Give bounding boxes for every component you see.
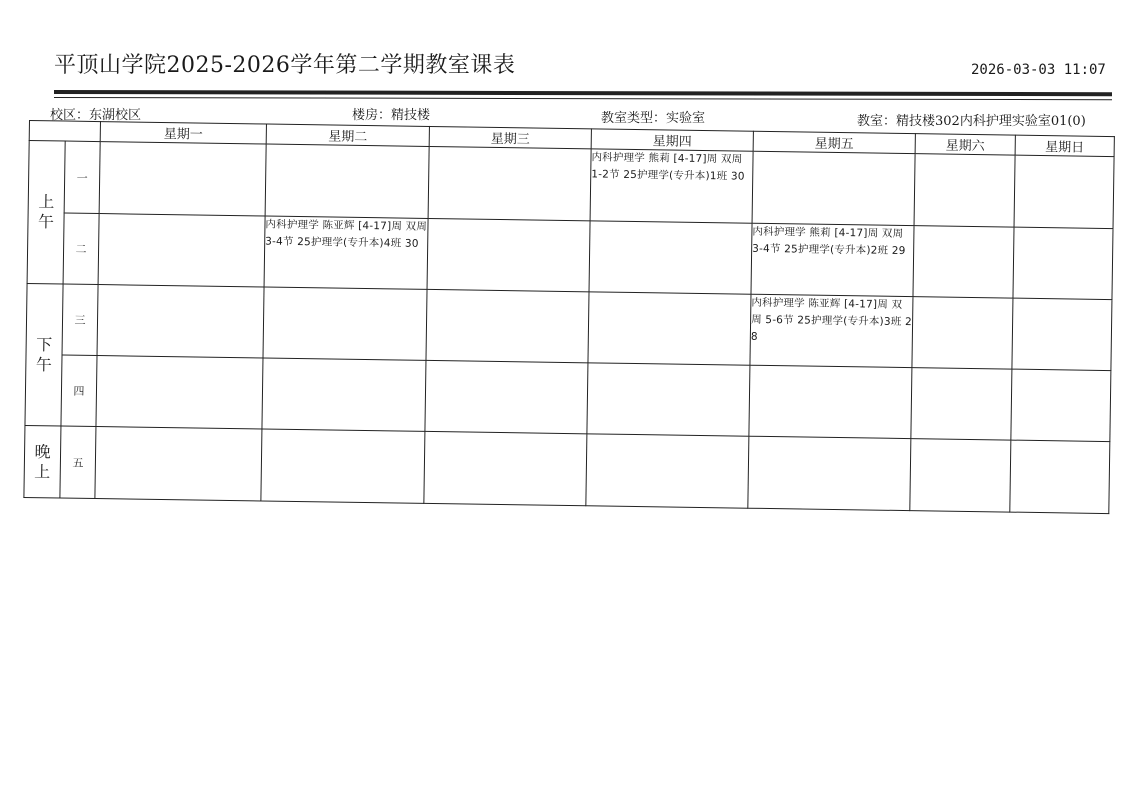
schedule-cell — [1011, 369, 1111, 441]
period-label-morning — [27, 141, 65, 285]
schedule-cell: 内科护理学 熊莉 [4-17]周 双周 3-4节 25护理学(专升本)2班 29 — [751, 223, 914, 296]
session-label: 三 — [62, 284, 98, 356]
corner-cell — [29, 121, 100, 142]
day-header: 星期一 — [100, 122, 266, 144]
schedule-cell — [265, 144, 429, 218]
period-label-text: 上 午 — [37, 192, 55, 232]
schedule-cell — [587, 363, 750, 436]
session-label: 五 — [60, 426, 96, 499]
schedule-cell — [427, 218, 590, 291]
schedule-table — [23, 120, 1114, 514]
schedule-cell — [428, 146, 591, 220]
schedule-cell — [748, 436, 911, 510]
header-rule-thick — [54, 90, 1112, 96]
schedule-cell: 内科护理学 陈亚辉 [4-17]周 双周 3-4节 25护理学(专升本)4班 30 — [264, 216, 428, 289]
session-label: 四 — [61, 355, 97, 427]
schedule-cell: 内科护理学 陈亚辉 [4-17]周 双周 5-6节 25护理学(专升本)3班 28 — [750, 294, 913, 367]
schedule-cell — [95, 427, 262, 501]
print-timestamp: 2026-03-03 11:07 — [971, 62, 1106, 78]
schedule-cell — [97, 285, 264, 358]
schedule-cell — [1014, 155, 1114, 228]
schedule-cell — [424, 431, 587, 505]
day-header: 星期日 — [1015, 135, 1114, 156]
header-rule-thin — [54, 97, 1112, 100]
schedule-cell — [263, 287, 427, 360]
schedule-cell — [1012, 298, 1112, 370]
day-header: 星期六 — [915, 134, 1015, 155]
building-label: 楼房：精技楼 — [352, 108, 431, 123]
session-label: 一 — [64, 141, 100, 214]
schedule-cell — [96, 356, 263, 429]
day-header: 星期五 — [753, 131, 915, 153]
schedule-cell — [586, 434, 749, 508]
period-label-text: 晚 上 — [34, 441, 51, 481]
schedule-cell — [99, 142, 266, 216]
room-type-label: 教室类型：实验室 — [601, 111, 706, 126]
schedule-cell — [913, 226, 1014, 298]
day-header: 星期二 — [266, 124, 429, 146]
schedule-cell — [98, 214, 265, 287]
period-label-evening — [24, 425, 61, 498]
campus-label: 校区：东湖校区 — [50, 108, 142, 123]
session-label: 二 — [63, 213, 99, 285]
schedule-cell — [426, 289, 589, 362]
schedule-cell — [1010, 440, 1110, 513]
schedule-cell — [588, 292, 751, 365]
schedule-cell — [425, 360, 588, 433]
schedule-cell — [1013, 227, 1113, 299]
schedule-cell: 内科护理学 熊莉 [4-17]周 双周 1-2节 25护理学(专升本)1班 30 — [590, 149, 753, 223]
day-header: 星期三 — [429, 126, 591, 148]
schedule-cell — [749, 365, 912, 438]
schedule-cell — [261, 429, 425, 503]
schedule-cell — [752, 151, 915, 225]
day-header: 星期四 — [591, 129, 753, 151]
session-row — [24, 425, 1110, 513]
room-label: 教室：精技楼302内科护理实验室01(0) — [857, 114, 1086, 129]
period-label-text: 下 午 — [35, 334, 53, 374]
schedule-cell — [910, 439, 1011, 512]
schedule-cell — [914, 154, 1015, 227]
schedule-grid — [23, 120, 1113, 513]
schedule-cell — [912, 297, 1013, 369]
page-title: 平顶山学院2025-2026学年第二学期教室课表 — [54, 53, 516, 78]
period-label-afternoon — [25, 283, 63, 426]
schedule-cell — [262, 358, 426, 431]
schedule-cell — [589, 221, 752, 294]
schedule-cell — [911, 368, 1012, 440]
